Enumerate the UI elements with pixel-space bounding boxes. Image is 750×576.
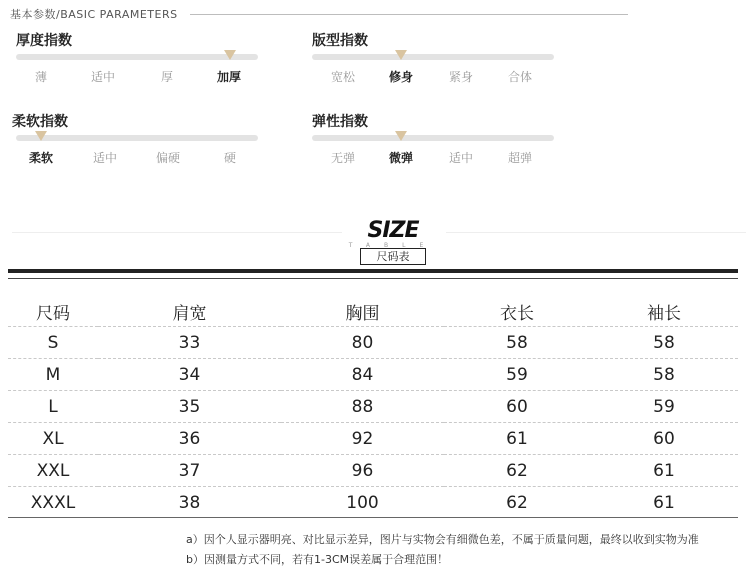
param-option: 适中 bbox=[90, 70, 116, 84]
param-marker-icon bbox=[395, 50, 407, 60]
param-options bbox=[312, 68, 554, 86]
size-heading bbox=[0, 212, 750, 272]
table-header-row bbox=[8, 296, 738, 327]
param-name: 版型指数 bbox=[312, 33, 368, 49]
header-divider bbox=[190, 14, 628, 15]
param-elasticity bbox=[312, 111, 554, 171]
param-fit bbox=[312, 30, 554, 90]
table-cell: 62 bbox=[506, 460, 528, 481]
table-cell: 38 bbox=[178, 492, 201, 513]
param-track bbox=[312, 135, 554, 141]
param-marker-icon bbox=[395, 131, 407, 141]
table-cell: 61 bbox=[653, 492, 675, 513]
column-header: 肩宽 bbox=[172, 303, 207, 324]
table-cell: 37 bbox=[178, 460, 201, 481]
table-cell: M bbox=[45, 364, 61, 385]
size-title: SIZE bbox=[367, 218, 419, 243]
param-option: 偏硬 bbox=[155, 151, 181, 165]
table-row bbox=[8, 455, 738, 487]
size-table bbox=[8, 296, 738, 518]
table-cell: XXL bbox=[36, 460, 70, 481]
param-option-selected: 柔软 bbox=[28, 151, 54, 165]
table-row bbox=[8, 391, 738, 423]
size-subtitle: TABLE bbox=[348, 242, 438, 249]
param-marker-icon bbox=[224, 50, 236, 60]
table-cell: 60 bbox=[506, 396, 528, 417]
table-cell: 33 bbox=[178, 332, 201, 353]
table-row bbox=[8, 327, 738, 359]
table-cell: 36 bbox=[178, 428, 201, 449]
param-track bbox=[312, 54, 554, 60]
table-cell: 58 bbox=[653, 364, 675, 385]
table-cell: 59 bbox=[653, 396, 675, 417]
param-option: 无弹 bbox=[330, 151, 356, 165]
param-softness bbox=[12, 111, 260, 171]
column-header: 衣长 bbox=[500, 303, 534, 324]
param-option: 合体 bbox=[507, 70, 533, 84]
table-cell: 60 bbox=[653, 428, 675, 449]
table-cell: 100 bbox=[346, 492, 379, 513]
notes bbox=[186, 530, 699, 570]
param-option: 适中 bbox=[92, 151, 118, 165]
note-measurement-error: b）因测量方式不同，若有1-3CM误差属于合理范围！ bbox=[186, 553, 449, 566]
param-option: 厚 bbox=[160, 70, 174, 84]
decorative-line bbox=[446, 232, 746, 233]
decorative-line bbox=[12, 232, 342, 233]
column-header: 胸围 bbox=[345, 303, 380, 324]
param-option-selected: 加厚 bbox=[216, 70, 242, 84]
param-marker-icon bbox=[35, 131, 47, 141]
param-track bbox=[16, 54, 258, 60]
param-options bbox=[312, 149, 554, 167]
param-option-selected: 微弹 bbox=[388, 151, 414, 165]
table-cell: XL bbox=[42, 428, 64, 449]
table-cell: 84 bbox=[351, 364, 374, 385]
param-option: 适中 bbox=[448, 151, 474, 165]
table-cell: 58 bbox=[653, 332, 675, 353]
table-cell: 96 bbox=[351, 460, 374, 481]
param-options bbox=[16, 149, 258, 167]
table-cell: 34 bbox=[178, 364, 201, 385]
param-option: 紧身 bbox=[448, 70, 474, 84]
param-option: 宽松 bbox=[330, 70, 356, 84]
param-name: 柔软指数 bbox=[12, 114, 68, 130]
param-thickness bbox=[16, 30, 258, 90]
param-track bbox=[16, 135, 258, 141]
table-cell: L bbox=[48, 396, 58, 417]
table-row bbox=[8, 359, 738, 391]
note-color-difference: a）因个人显示器明亮、对比显示差异，图片与实物会有细微色差，不属于质量问题，最终以收到实物为准 bbox=[186, 533, 699, 546]
table-top-thin-rule bbox=[8, 278, 738, 279]
param-option: 超弹 bbox=[507, 151, 533, 165]
table-cell: 80 bbox=[351, 332, 374, 353]
table-row bbox=[8, 423, 738, 455]
table-cell: 62 bbox=[506, 492, 528, 513]
param-option: 硬 bbox=[223, 151, 237, 165]
column-header: 袖长 bbox=[647, 303, 681, 324]
table-row bbox=[8, 487, 738, 519]
param-option: 薄 bbox=[34, 70, 48, 84]
param-options bbox=[16, 68, 258, 86]
table-cell: 88 bbox=[351, 396, 374, 417]
table-cell: 92 bbox=[351, 428, 374, 449]
table-cell: 35 bbox=[178, 396, 201, 417]
table-bottom-rule bbox=[8, 517, 738, 518]
table-top-rule bbox=[8, 269, 738, 273]
table-cell: 59 bbox=[506, 364, 528, 385]
param-name: 厚度指数 bbox=[16, 33, 72, 49]
section-title: 基本参数/BASIC PARAMETERS bbox=[10, 8, 178, 21]
param-name: 弹性指数 bbox=[312, 114, 368, 130]
table-cell: 58 bbox=[506, 332, 528, 353]
param-option-selected: 修身 bbox=[388, 70, 414, 84]
table-cell: 61 bbox=[506, 428, 528, 449]
table-cell: XXXL bbox=[30, 492, 76, 513]
table-cell: 61 bbox=[653, 460, 675, 481]
size-chart-label: 尺码表 bbox=[360, 248, 426, 265]
column-header: 尺码 bbox=[36, 303, 70, 324]
table-cell: S bbox=[47, 332, 59, 353]
